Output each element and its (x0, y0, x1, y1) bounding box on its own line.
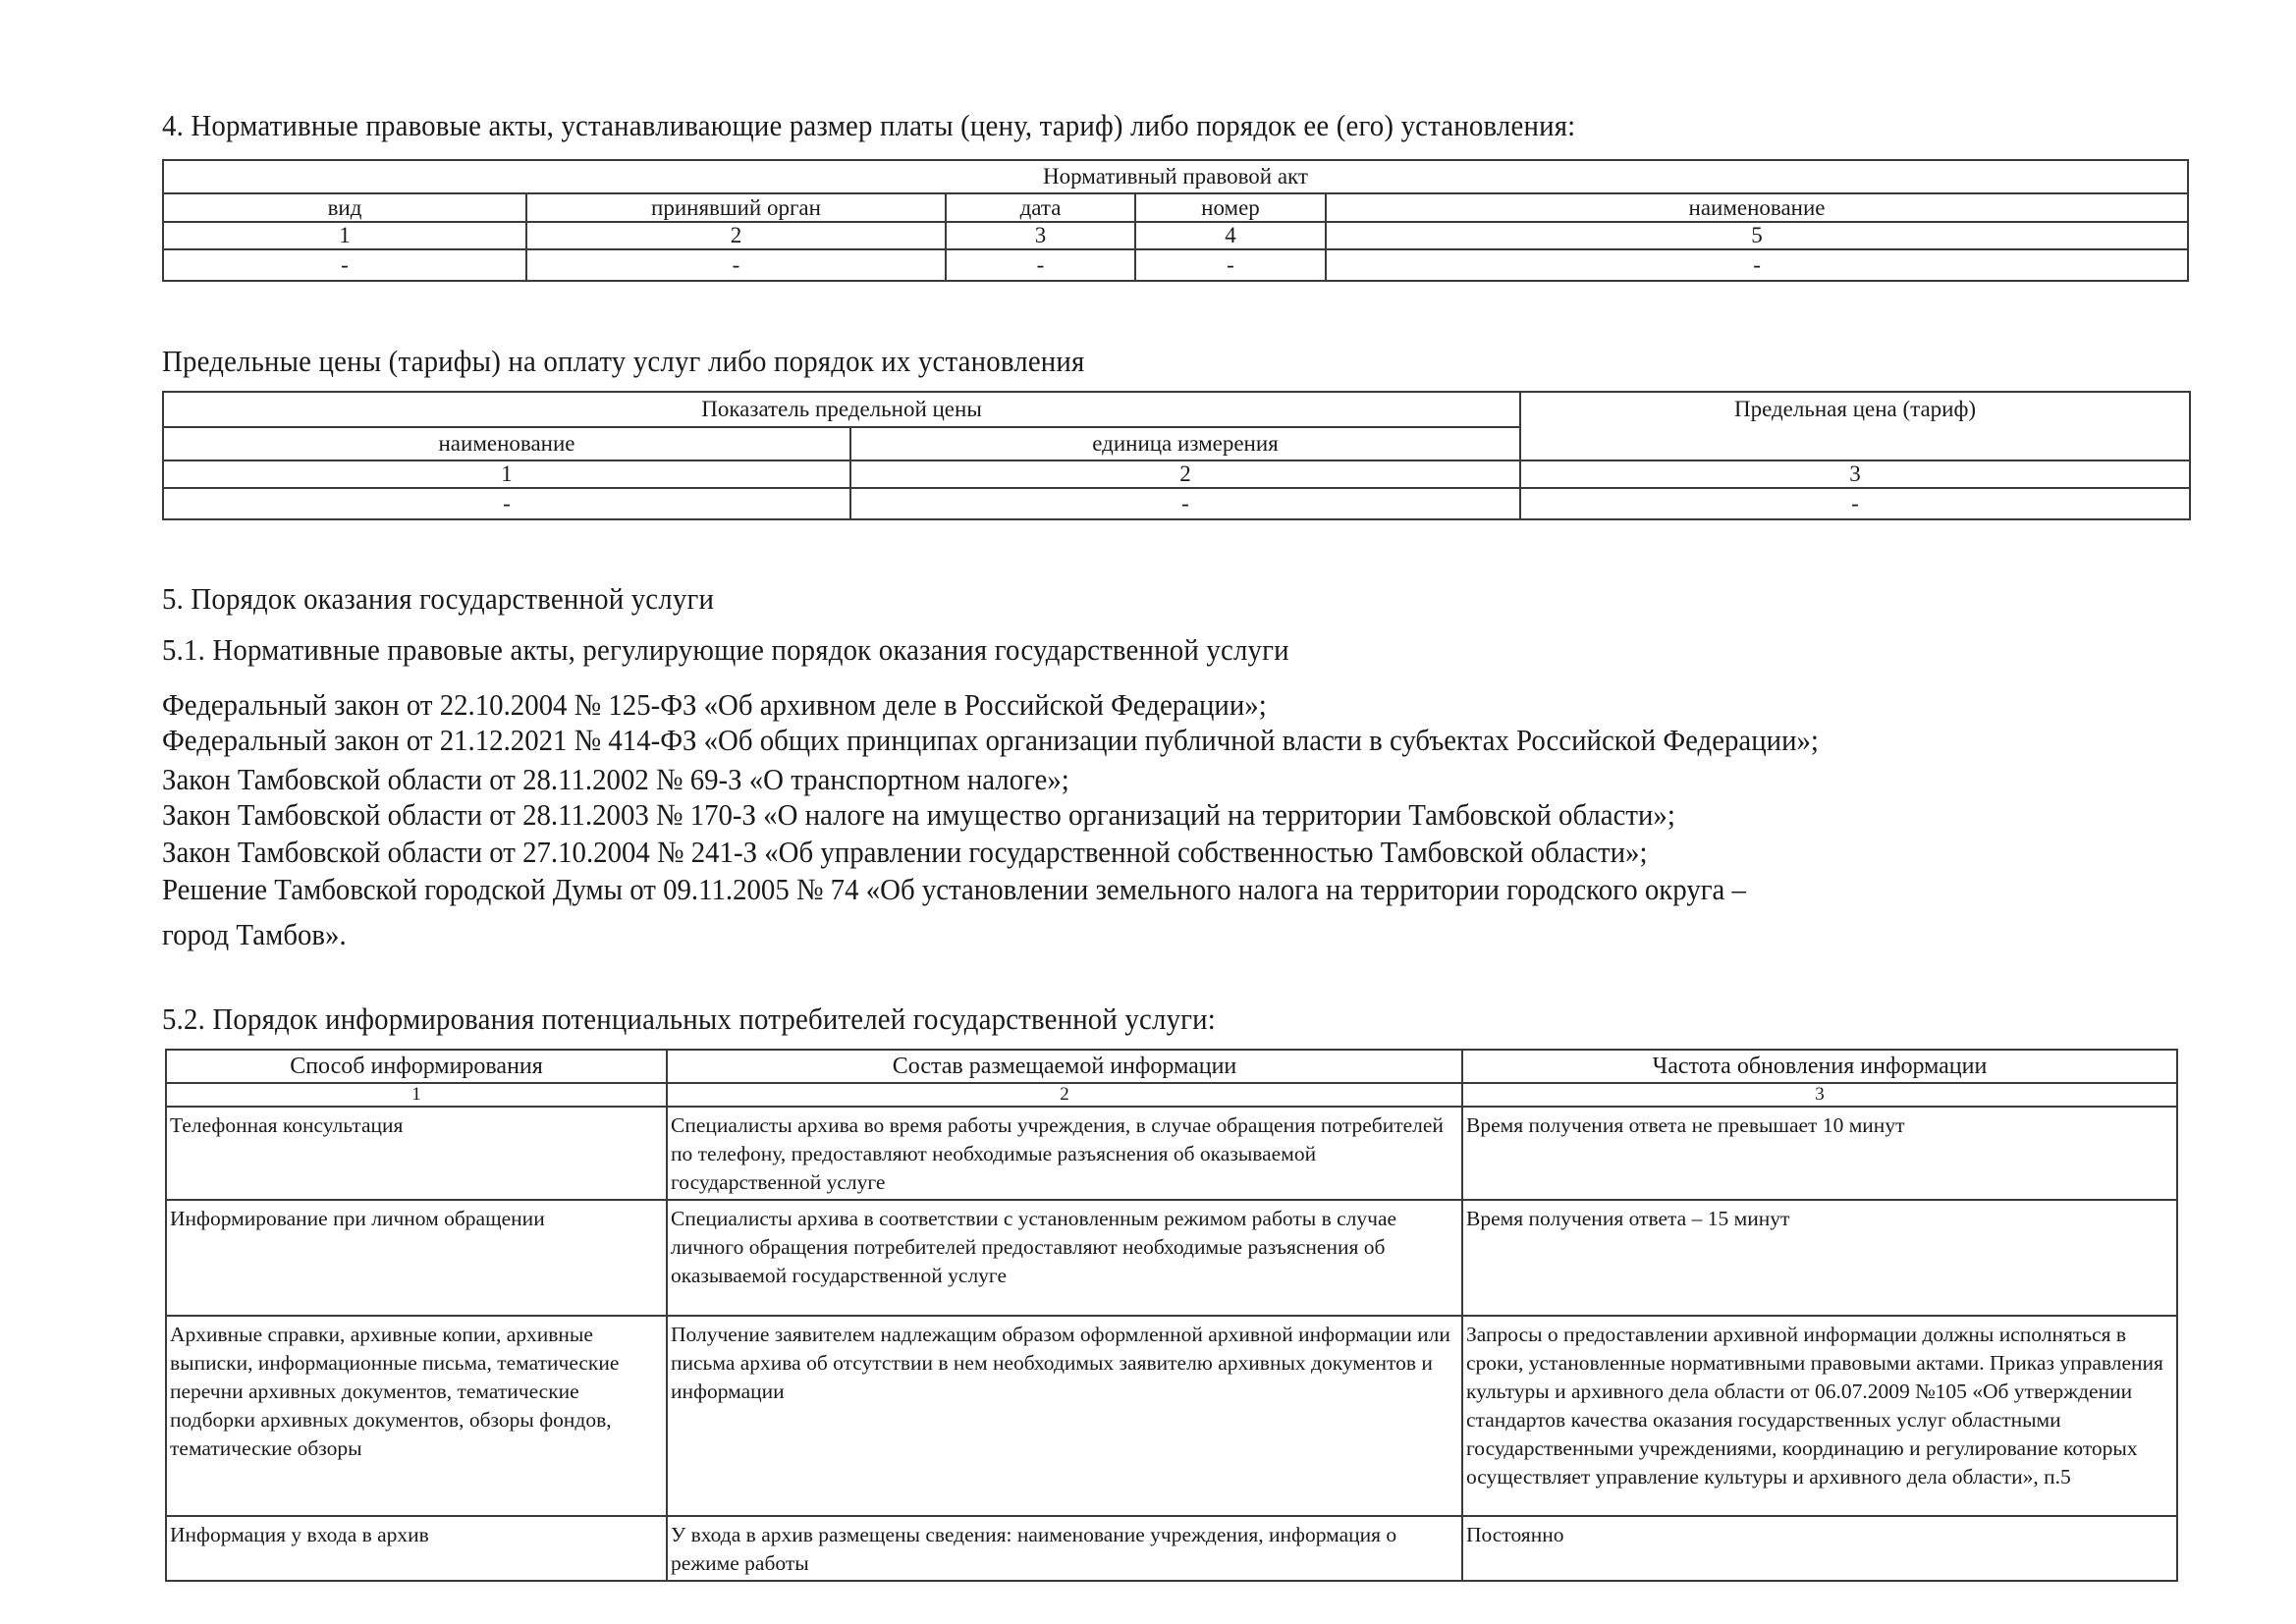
table-cell: - (850, 488, 1520, 519)
column-number: 5 (1326, 222, 2188, 249)
frequency-cell: Время получения ответа – 15 минут (1462, 1200, 2177, 1316)
method-cell: Информация у входа в архив (166, 1516, 667, 1581)
column-header: номер (1135, 193, 1326, 222)
table-row (166, 1107, 2177, 1200)
content-cell: У входа в архив размещены сведения: наименование учреждения, информация о режиме работы (667, 1516, 1462, 1581)
column-header: Способ информирования (166, 1050, 667, 1083)
frequency-cell: Время получения ответа не превышает 10 минут (1462, 1107, 2177, 1200)
column-number: 4 (1135, 222, 1326, 249)
column-number: 1 (163, 460, 850, 488)
legal-act-line: Закон Тамбовской области от 28.11.2003 № 170-З «О налоге на имущество организаций на территории Тамбовской области»; (162, 797, 1675, 832)
table-cell: - (1520, 488, 2190, 519)
column-header: Частота обновления информации (1462, 1050, 2177, 1083)
table-row (166, 1200, 2177, 1316)
table-header-row (163, 193, 2188, 222)
legal-act-line: Федеральный закон от 22.10.2004 № 125-ФЗ «Об архивном деле в Российской Федерации»; (162, 687, 1267, 722)
table-row (166, 1516, 2177, 1581)
column-header: наименование (163, 427, 850, 460)
price-limits-heading: Предельные цены (тарифы) на оплату услуг либо порядок их установления (162, 344, 1085, 378)
legal-act-line: Закон Тамбовской области от 27.10.2004 № 241-З «Об управлении государственной собственностью Тамбовской области»; (162, 835, 1648, 869)
content-cell: Специалисты архива в соответствии с установленным режимом работы в случае личного обращения потребителей предоставляют необходимые разъяснения об оказываемой государственной услуге (667, 1200, 1462, 1316)
content-cell: Получение заявителем надлежащим образом оформленной архивной информации или письма архива об отсутствии в нем необходимых заявителю архивных документов и информации (667, 1316, 1462, 1516)
column-header: наименование (1326, 193, 2188, 222)
column-number: 2 (667, 1083, 1462, 1107)
table-group-header-row (163, 160, 2188, 193)
group-header: Показатель предельной цены (163, 392, 1520, 427)
column-header: принявший орган (526, 193, 946, 222)
method-cell: Информирование при личном обращении (166, 1200, 667, 1316)
frequency-cell: Постоянно (1462, 1516, 2177, 1581)
column-header: Состав размещаемой информации (667, 1050, 1462, 1083)
table-row (163, 488, 2190, 519)
table-cell: - (1135, 249, 1326, 281)
table-group-header-row (163, 392, 2190, 427)
column-header: единица измерения (850, 427, 1520, 460)
column-number-row (166, 1083, 2177, 1107)
column-number-row (163, 460, 2190, 488)
table-header-row (166, 1050, 2177, 1083)
table-cell: - (526, 249, 946, 281)
method-cell: Телефонная консультация (166, 1107, 667, 1200)
column-number: 3 (1462, 1083, 2177, 1107)
frequency-cell: Запросы о предоставлении архивной информации должны исполняться в сроки, установленные нормативными правовыми актами. Приказ управления культуры и архивного дела области от 06.07.2009 №105 «Об утверждении стандартов качества оказания государственных услуг областными государственными учреждениями, координацию и регулирование которых осуществляет управление культуры и архивного дела области», п.5 (1462, 1316, 2177, 1516)
column-number: 1 (163, 222, 526, 249)
legal-act-line: город Тамбов». (162, 917, 347, 951)
informing-table (165, 1049, 2178, 1582)
table-cell: - (163, 488, 850, 519)
price-header: Предельная цена (тариф) (1520, 392, 2190, 460)
table-row (163, 249, 2188, 281)
column-number: 3 (946, 222, 1135, 249)
legal-act-line: Федеральный закон от 21.12.2021 № 414-ФЗ «Об общих принципах организации публичной власти в субъектах Российской Федерации»; (162, 723, 1819, 757)
legal-act-line: Решение Тамбовской городской Думы от 09.11.2005 № 74 «Об установлении земельного налога на территории городского округа – (162, 872, 1746, 906)
section-4-heading: 4. Нормативные правовые акты, устанавливающие размер платы (цену, тариф) либо порядок ее (его) установления: (162, 108, 1576, 142)
column-number: 2 (850, 460, 1520, 488)
section-5-heading: 5. Порядок оказания государственной услуги (162, 581, 715, 616)
legal-act-line: Закон Тамбовской области от 28.11.2002 № 69-З «О транспортном налоге»; (162, 762, 1069, 796)
column-number: 3 (1520, 460, 2190, 488)
method-cell: Архивные справки, архивные копии, архивные выписки, информационные письма, тематические перечни архивных документов, тематические подборки архивных документов, обзоры фондов, тематические обзоры (166, 1316, 667, 1516)
section-5-2-heading: 5.2. Порядок информирования потенциальных потребителей государственной услуги: (162, 1001, 1217, 1036)
table-cell: - (946, 249, 1135, 281)
section-5-1-heading: 5.1. Нормативные правовые акты, регулирующие порядок оказания государственной услуги (162, 632, 1289, 667)
table-cell: - (1326, 249, 2188, 281)
price-limits-table (162, 391, 2191, 520)
content-cell: Специалисты архива во время работы учреждения, в случае обращения потребителей по телефону, предоставляют необходимые разъяснения об оказываемой государственной услуге (667, 1107, 1462, 1200)
column-number: 1 (166, 1083, 667, 1107)
column-number: 2 (526, 222, 946, 249)
column-header: дата (946, 193, 1135, 222)
column-header: вид (163, 193, 526, 222)
group-header: Нормативный правовой акт (163, 160, 2188, 193)
normative-acts-table (162, 159, 2189, 282)
table-cell: - (163, 249, 526, 281)
column-number-row (163, 222, 2188, 249)
table-row (166, 1316, 2177, 1516)
